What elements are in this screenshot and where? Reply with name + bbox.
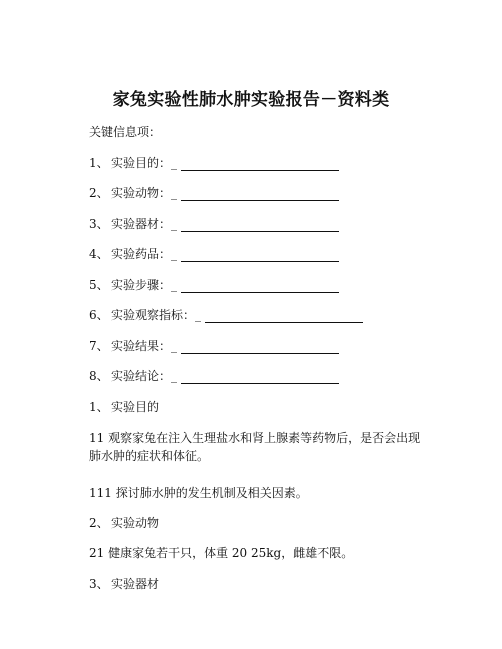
fill-in-blank-line (181, 247, 339, 262)
section-heading-equipment (89, 576, 159, 592)
fill-in-blank-line (181, 217, 339, 232)
field-number: 6、 (89, 308, 109, 322)
field-label: 实验器材：_ (111, 217, 178, 231)
field-number: 3、 (89, 217, 109, 231)
field-number: 2、 (89, 186, 109, 200)
field-label: 实验结论：_ (111, 369, 178, 383)
fill-in-blank-line (181, 186, 339, 201)
field-label: 实验结果：_ (111, 339, 178, 353)
fill-in-blank-line (181, 339, 339, 354)
section-heading-objective (89, 399, 159, 415)
section-heading-text: 实验目的 (111, 400, 160, 414)
section-number: 1、 (89, 400, 109, 414)
field-number: 4、 (89, 247, 109, 261)
field-row-equipment (89, 216, 339, 232)
field-label: 实验观察指标：_ (111, 308, 202, 322)
field-row-objective (89, 155, 339, 171)
field-row-drugs (89, 246, 339, 262)
section-number: 3、 (89, 577, 109, 591)
field-label: 实验目的：_ (111, 156, 178, 170)
section-heading-animals (89, 515, 159, 531)
field-number: 7、 (89, 339, 109, 353)
field-label: 实验步骤：_ (111, 278, 178, 292)
fill-in-blank-line (205, 308, 363, 323)
section-heading-text: 实验器材 (111, 577, 160, 591)
paragraph-text: 11 观察家兔在注入生理盐水和肾上腺素等药物后，是否会出现肺水肿的症状和体征。 (89, 431, 421, 463)
field-number: 1、 (89, 156, 109, 170)
key-info-label: 关键信息项： (89, 125, 162, 139)
field-row-indicators (89, 307, 363, 323)
field-row-conclusion (89, 368, 339, 384)
paragraph-objective-111: 111 探讨肺水肿的发生机制及相关因素。 (89, 486, 308, 500)
field-label: 实验动物：_ (111, 186, 178, 200)
paragraph-objective-11 (89, 429, 424, 465)
fill-in-blank-line (181, 156, 339, 171)
paragraph-animals-21: 21 健康家兔若干只，体重 20 25kg，雌雄不限。 (89, 546, 354, 560)
fill-in-blank-line (181, 278, 339, 293)
fill-in-blank-line (181, 369, 339, 384)
field-row-animals (89, 185, 339, 201)
field-row-results (89, 338, 339, 354)
field-number: 8、 (89, 369, 109, 383)
field-row-steps (89, 277, 339, 293)
field-number: 5、 (89, 278, 109, 292)
field-label: 实验药品：_ (111, 247, 178, 261)
section-heading-text: 实验动物 (111, 516, 160, 530)
section-number: 2、 (89, 516, 109, 530)
document-title: 家兔实验性肺水肿实验报告－资料类 (112, 90, 390, 110)
